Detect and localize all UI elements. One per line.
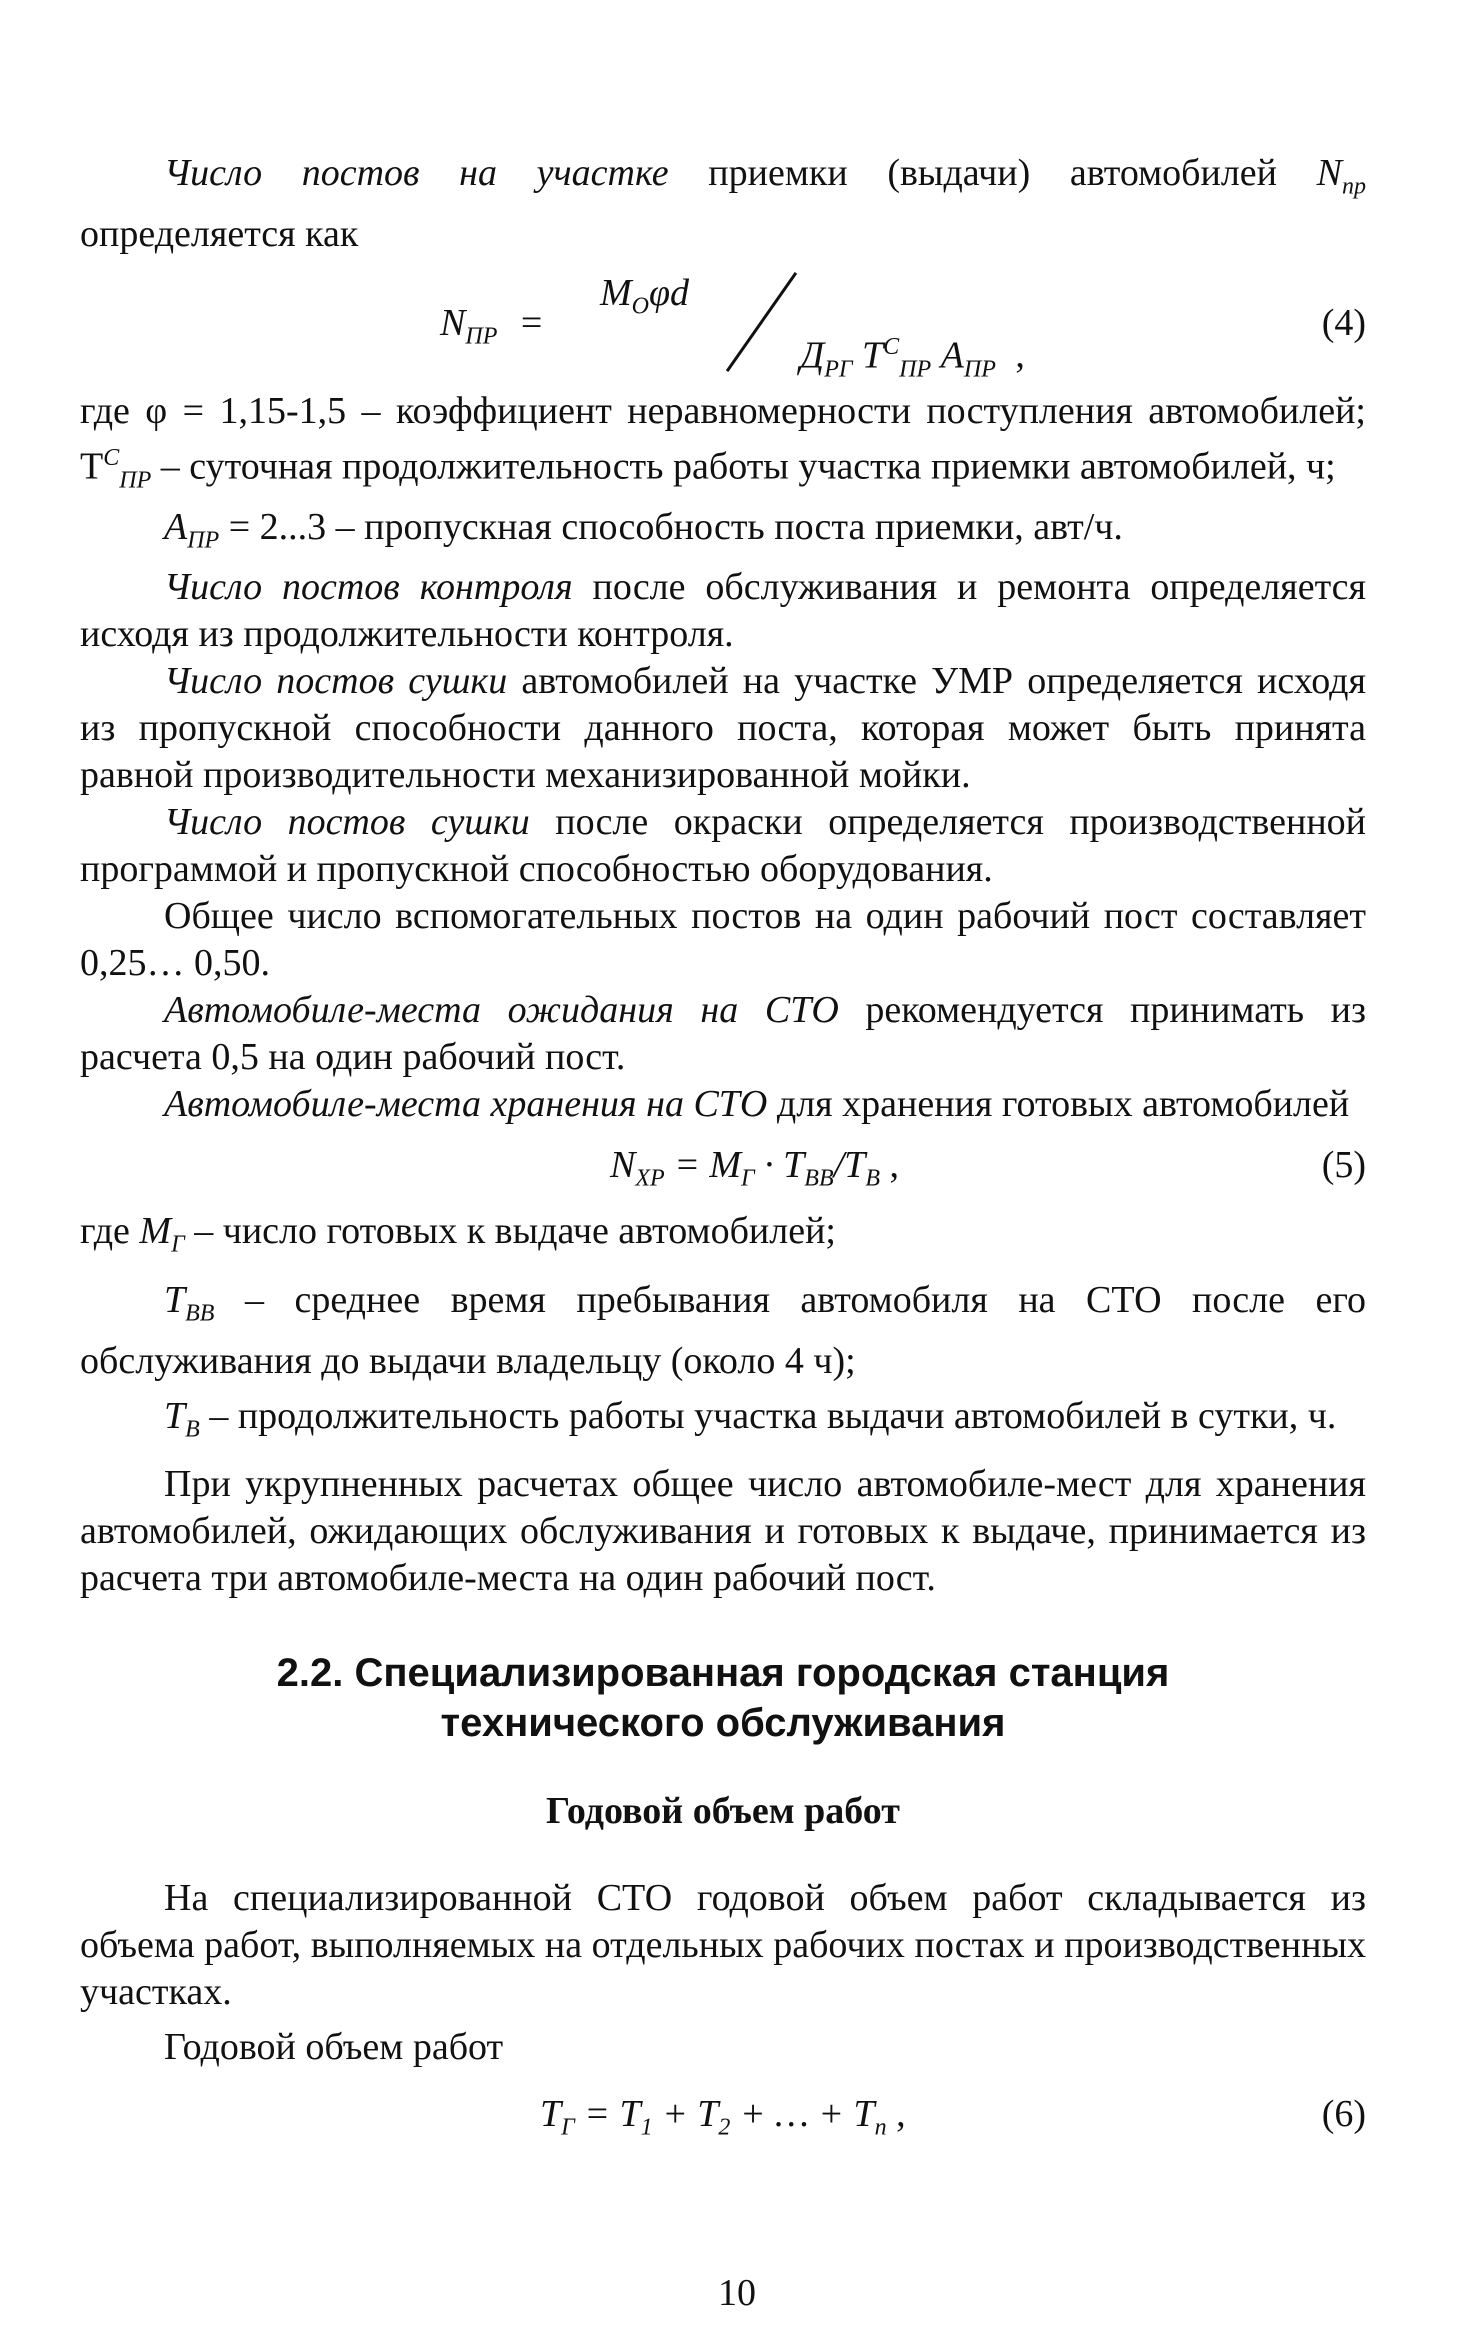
text: – число готовых к выдаче автомобилей; xyxy=(184,1210,836,1253)
italic-term: Число постов сушки xyxy=(164,660,508,703)
sub: ПР xyxy=(119,466,152,493)
t: = T xyxy=(574,2093,641,2136)
formula-4-numerator xyxy=(600,270,689,331)
t: /T xyxy=(833,1144,866,1187)
t: = M xyxy=(664,1144,741,1187)
text: – суточная продолжительность работы участка приемки автомобилей, ч; xyxy=(151,445,1336,488)
paragraph-posts-reception xyxy=(80,150,1366,258)
text: после окраски определяется производственной программой и пропускной способностью оборудования. xyxy=(80,801,1366,891)
var: T xyxy=(164,1394,186,1437)
definition-apr xyxy=(80,504,1366,565)
formula-6-body xyxy=(540,2091,906,2152)
sub: Г xyxy=(740,1166,755,1193)
italic-term: Число постов на участке xyxy=(164,152,669,194)
paragraph-specialized-sto: На специализированной СТО годовой объем работ складывается из объема работ, выполняемых на отдельных рабочих постах и производственных участках. xyxy=(80,1877,1366,2014)
section-title xyxy=(80,1648,1366,1748)
text: где φ = 1,15-1,5 – коэффициент неравномерности поступления автомобилей; T xyxy=(80,389,1366,488)
var: T xyxy=(164,1279,186,1322)
sub: ПР xyxy=(187,527,220,554)
text: определяется как xyxy=(80,212,359,255)
sub: ХР xyxy=(635,1166,665,1193)
paragraph-drying-after-paint xyxy=(80,799,1366,893)
comma: , xyxy=(1015,334,1025,377)
t: + … + T xyxy=(730,2093,875,2136)
sub: 1 xyxy=(640,2114,653,2141)
definition-tv xyxy=(80,1393,1366,1454)
equation-number: (6) xyxy=(1321,2093,1366,2136)
sub: Г xyxy=(171,1232,185,1259)
italic-term: Число постов сушки xyxy=(164,801,530,844)
formula-4-lhs xyxy=(440,300,556,361)
num-rest: φd xyxy=(649,271,690,314)
sub: 2 xyxy=(718,2114,731,2141)
page-number: 10 xyxy=(718,2272,756,2314)
sub: ПР xyxy=(963,355,996,382)
sub: В xyxy=(865,1166,880,1193)
var: N xyxy=(1316,152,1342,194)
formula-5-body xyxy=(610,1142,899,1203)
paragraph-annual-volume: Годовой объем работ xyxy=(164,2026,504,2069)
fraction-slash xyxy=(726,272,797,372)
paragraph-storage-places xyxy=(80,1081,1366,1128)
italic-term: Автомобиле-места ожидания на СТО xyxy=(164,989,839,1032)
var: A xyxy=(164,505,188,548)
sub: ПР xyxy=(465,323,498,350)
var: M xyxy=(139,1210,172,1253)
sub: Г xyxy=(561,2114,575,2141)
formula-5 xyxy=(80,1132,1366,1202)
eq: = xyxy=(520,301,543,344)
lhs: N xyxy=(440,301,466,344)
text: для хранения готовых автомобилей xyxy=(767,1083,1350,1126)
equation-number: (5) xyxy=(1321,1144,1366,1187)
text: рекомендуется принимать из расчета 0,5 на один рабочий пост. xyxy=(80,989,1366,1079)
sub: n xyxy=(874,2114,887,2141)
section-title-line-1: 2.2. Специализированная городская станция xyxy=(276,1651,1170,1696)
t: T xyxy=(540,2093,562,2136)
den: A xyxy=(940,334,964,377)
t: · T xyxy=(754,1144,805,1187)
sup: C xyxy=(103,444,120,471)
text: – среднее время пребывания автомобиля на СТО после его обслуживания до выдачи владельцу (около 4 ч); xyxy=(80,1279,1366,1382)
den: Д xyxy=(800,334,825,377)
sub: В xyxy=(185,1416,200,1443)
sub: ВВ xyxy=(804,1166,834,1193)
text: = 2...3 – пропускная способность поста приемки, авт/ч. xyxy=(219,505,1123,548)
paragraph-drying-posts xyxy=(80,658,1366,799)
paragraph-auxiliary-posts: Общее число вспомогательных постов на один рабочий пост составляет 0,25… 0,50. xyxy=(80,895,1366,985)
text: приемки (выдачи) автомобилей xyxy=(668,152,1317,194)
sub: ВВ xyxy=(185,1300,215,1327)
text: где xyxy=(80,1210,140,1253)
t: , xyxy=(886,2093,906,2136)
sup: C xyxy=(883,333,900,360)
sub: ПР xyxy=(899,355,932,382)
definition-mg xyxy=(80,1208,1366,1269)
sub: O xyxy=(631,293,649,320)
paragraph-waiting-places xyxy=(80,987,1366,1081)
italic-term: Автомобиле-места хранения на СТО xyxy=(164,1083,768,1126)
num: M xyxy=(600,271,632,314)
section-title-line-2: технического обслуживания xyxy=(440,1701,1006,1746)
sub: РГ xyxy=(824,355,853,382)
subheading: Годовой объем работ xyxy=(546,1790,900,1833)
t: , xyxy=(879,1144,899,1187)
t: + T xyxy=(652,2093,719,2136)
text: – продолжительность работы участка выдачи автомобилей в сутки, ч. xyxy=(199,1394,1337,1437)
definition-phi-tpr xyxy=(80,388,1366,504)
paragraph-enlarged-calculations: При укрупненных расчетах общее число автомобиле-мест для хранения автомобилей, ожидающих обслуживания и готовых к выдаче, принимается из расчета три автомобиле-места на один рабочий пост. xyxy=(80,1463,1366,1600)
formula-4 xyxy=(80,262,1366,382)
formula-4-denominator xyxy=(800,324,1025,393)
t: N xyxy=(610,1144,636,1187)
formula-6 xyxy=(80,2091,1366,2161)
italic-term: Число постов контроля xyxy=(164,566,573,609)
sub: пр xyxy=(1342,173,1366,200)
text: автомобилей на участке УМР определяется исходя из пропускной способности данного поста, которая может быть принята равной производительности механизированной мойки. xyxy=(80,660,1366,797)
den: T xyxy=(862,334,884,377)
equation-number: (4) xyxy=(1321,301,1366,344)
definition-tvv xyxy=(80,1277,1366,1385)
paragraph-control-posts xyxy=(80,564,1366,658)
text: после обслуживания и ремонта определяется исходя из продолжительности контроля. xyxy=(80,566,1367,656)
